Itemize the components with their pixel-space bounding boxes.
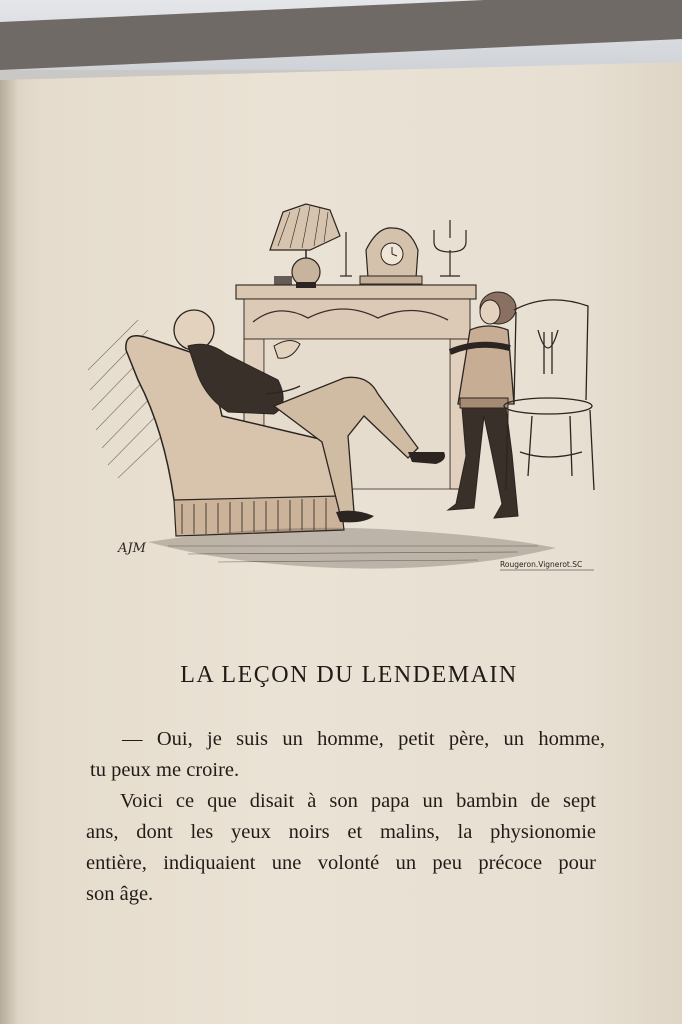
text-line: tu peux me croire. <box>90 759 240 781</box>
engraver-credit: Rougeron.Vignerot.SC <box>500 560 583 569</box>
chapter-title: LA LEÇON DU LENDEMAIN <box>180 662 518 688</box>
artist-monogram: AJM <box>118 541 146 556</box>
page-gutter-shadow <box>0 62 18 1024</box>
paragraph-2 <box>86 786 606 910</box>
text-line: ans, dont les yeux noirs et malins, la physionomie <box>86 821 596 843</box>
text-line: — Oui, je suis un homme, petit père, un homme, <box>122 728 605 750</box>
paragraph-1 <box>90 724 605 786</box>
engraving-illustration <box>78 190 618 590</box>
text-line: entière, indiquaient une volonté un peu précoce pour <box>86 852 596 874</box>
text-line: son âge. <box>86 883 154 905</box>
text-line: Voici ce que disait à son papa un bambin de sept <box>120 790 596 812</box>
